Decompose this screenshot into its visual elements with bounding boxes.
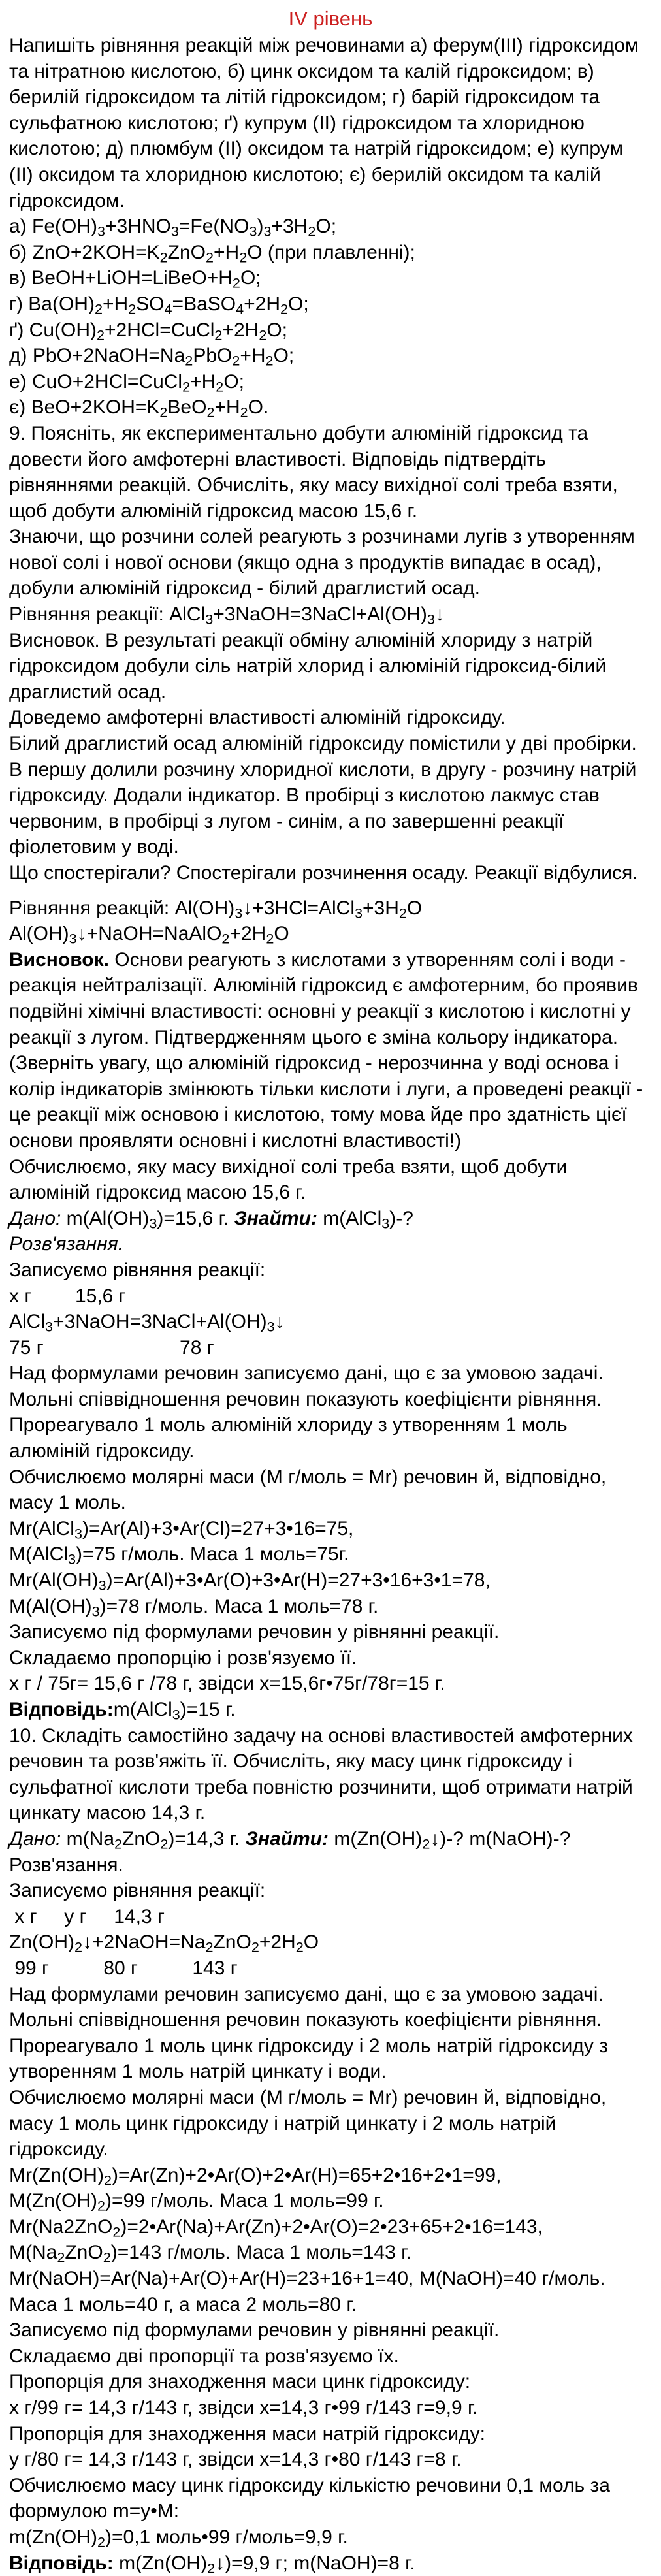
text-run: m(Zn(OH) [113,2552,208,2574]
subscript: 2 [308,223,316,240]
text-line [9,214,652,240]
text-run: Записуємо рівняння реакції: [9,1259,266,1281]
text-run: 10. Складіть самостійно задачу на основі властивостей амфотерних речовин та розв'яжіть її. Обчисліть, яку масу цинк гідроксиду і сульфатної кислоти треба повністю розчинити, щоб отримати натрій цинкату масою 14,3 г. [9,1724,633,1824]
text-line [9,2085,652,2163]
subscript: 2 [232,274,240,291]
text-line [9,731,652,860]
text-line [9,1541,652,1568]
subscript: 2 [74,1939,83,1956]
text-run: Над формулами речовин записуємо дані, що є за умовою задачі. Мольні співвідношення речовин показують коефіцієнти рівняння. Прореагувало 1 моль алюміній хлориду з утворенням 1 моль алюміній гідроксиду. [9,1362,604,1462]
text-run: =BaSO [172,293,236,315]
subscript: 2 [265,352,274,369]
text-line [9,421,652,524]
text-run: Дано: [9,1207,61,1229]
text-run: Mr(Na2ZnO [9,2215,113,2238]
subscript: 2 [240,404,248,421]
text-run: ) [257,216,264,238]
text-run: O (при плавленні); [247,241,415,263]
subscript: 2 [57,2249,65,2266]
text-run: O; [223,370,244,393]
text-run: +H [214,241,240,263]
text-run: х г / 75г= 15,6 г /78 г, звідси х=15,6г•75г/78г=15 г. [9,1673,445,1695]
text-run: 9. Поясніть, як експериментально добути алюміній гідроксид та довести його амфотерні властивості. Відповідь підтвердіть рівняннями реакцій. Обчисліть, яку масу вихідної солі треба взяти, щоб добути алюміній гідроксид масою 15,6 г. [9,422,618,522]
subscript: 3 [68,1551,76,1568]
subscript: 3 [69,930,77,947]
text-run: ↓ [274,1311,285,1333]
text-run: Записуємо рівняння реакції: [9,1880,266,1902]
text-run: ↓ [434,604,445,626]
text-run: Рівняння реакцій: Al(OH) [9,897,235,919]
text-run: AlCl [9,1311,46,1333]
subscript: 2 [160,1835,169,1852]
text-run: Висновок. В результаті реакції обміну алюміній хлориду з натрій гідроксидом добули сіль натрій хлорид і алюміній гідроксид-білий драглистий осад. [9,629,607,703]
text-run: O [274,923,289,945]
text-run: Записуємо під формулами речовин у рівнянні реакції. [9,2319,500,2342]
text-run: Mr(AlCl [9,1517,74,1539]
subscript: 3 [74,1525,82,1542]
text-run: Рівняння реакції: AlCl [9,604,206,626]
text-run: Розв'язання. [9,1854,123,1876]
text-run: Zn(OH) [9,1931,74,1954]
subscript: 2 [280,300,289,317]
text-line [9,1852,652,1878]
text-run: )=143 г/моль. Маса 1 моль=143 г. [110,2242,411,2264]
text-run: 75 г 78 г [9,1336,214,1359]
subscript: 3 [427,611,435,628]
subscript: 3 [172,1706,180,1723]
text-line [9,1335,652,1361]
text-run: Відповідь: [9,1699,114,1720]
subscript: 3 [381,1215,390,1232]
subscript: 2 [216,378,224,395]
text-line [9,1723,652,1826]
text-run: PbO [193,345,233,367]
text-run: ZnO [167,241,206,263]
text-line [9,1206,652,1232]
subscript: 2 [259,326,267,343]
text-line [9,2163,652,2189]
text-run: Обчислюємо молярні маси (M г/моль = Mr) речовин й, відповідно, масу 1 моль цинк гідроксиду і натрій цинкату і 2 моль натрій гідроксиду. [9,2086,607,2161]
text-run: )=Ar(Al)+3•Ar(Cl)=27+3•16=75, [82,1517,354,1539]
text-run: є) BeO+2KOH=K [9,396,160,419]
text-run: +2HCl=CuCl [105,319,215,341]
text-line [9,369,652,395]
text-run: Дано: [9,1827,61,1850]
text-line [9,2214,652,2240]
subscript: 2 [207,2559,216,2576]
subscript: 4 [164,300,172,317]
text-line [9,317,652,344]
text-run: +3H [363,897,399,919]
text-run: )=15 г. [180,1699,236,1720]
subscript: 3 [249,223,257,240]
subscript: 2 [103,2249,111,2266]
text-line [9,1516,652,1542]
text-run: m(AlCl [113,1699,172,1720]
subscript: 3 [234,904,243,921]
text-line [9,265,652,291]
subscript: 2 [239,249,248,266]
subscript: 2 [214,326,223,343]
subscript: 2 [221,930,230,947]
text-run: m(Zn(OH) [9,2526,97,2548]
text-run: ZnO [122,1827,161,1850]
text-run: г) Ba(OH) [9,293,95,315]
text-line [9,2188,652,2214]
text-run: Знайти: [245,1827,329,1850]
text-run: BeO [167,396,207,419]
text-run: M(Zn(OH) [9,2190,97,2212]
text-line [9,2317,652,2343]
text-line [9,628,652,705]
subscript: 4 [236,300,244,317]
text-run: O; [273,345,295,367]
text-run: )-? [389,1207,413,1229]
text-line [9,860,652,886]
subscript: 2 [205,249,214,266]
subscript: 3 [266,1318,275,1335]
text-run: +2H [229,923,266,945]
text-line [9,1568,652,1594]
text-run: O [303,1931,319,1954]
text-run: х г у г 14,3 г [9,1905,165,1927]
subscript: 2 [398,904,407,921]
text-line [9,1464,652,1516]
subscript: 2 [422,1835,430,1852]
text-line [9,1929,652,1956]
subscript: 2 [251,1939,259,1956]
subscript: 2 [182,378,191,395]
text-run: M(Na [9,2242,57,2264]
document-body [9,33,652,2576]
text-line [9,602,652,628]
text-run: Основи реагують з кислотами з утворенням солі і води - реакція нейтралізації. Алюміній гідроксид є амфотерним, бо проявив подвійні хімічні властивості: основні у реакції з кислотою і кислотні у реакції з лугом. Підтвердженням цього є зміна кольору індикатора. (Зверніть увагу, що алюміній гідроксид - нерозчинна у воді основа і колір індикаторів змінюють тільки кислоти і луги, а проведені реакції - це реакції між основою і кислотою, тому мова йде про здатність цієї основи проявляти основні і кислотні властивості!) [9,948,643,1151]
subscript: 2 [206,404,215,421]
subscript: 2 [205,1939,214,1956]
text-line [9,2395,652,2421]
text-run: Маса 1 моль=40 г, а маса 2 моль=80 г. [9,2293,357,2315]
text-run: Знайти: [234,1207,317,1229]
text-line [9,2292,652,2318]
text-run: Розв'язання. [9,1233,124,1255]
text-run: Напишіть рівняння реакцій між речовинами а) ферум(III) гідроксидом та нітратною кислотою, б) цинк оксидом та калій гідроксидом; в) берилій гідроксидом та літій гідроксидом; г) барій гідроксидом та сульфатною кислотою; ґ) купрум (II) гідроксидом та хлоридною кислотою; д) плюмбум (II) оксидом та натрій гідроксидом; е) купрум (II) оксидом та хлоридною кислотою; є) берилій оксидом та калій гідроксидом. [9,35,639,212]
text-line [9,291,652,317]
subscript: 2 [185,352,193,369]
subscript: 2 [97,2534,105,2551]
text-line [9,1231,652,1257]
text-line [9,2524,652,2551]
text-run: в) BeOH+LiOH=LiBeO+H [9,267,233,289]
text-line [9,1878,652,1904]
text-run: Відповідь: [9,2552,114,2574]
text-run: O [406,897,423,919]
text-run: ↓+2NaOH=Na [82,1931,206,1954]
text-run: Пропорція для знаходження маси цинк гідроксиду: [9,2371,471,2393]
text-run: е) CuO+2HCl=CuCl [9,370,183,393]
text-run: m(AlCl [317,1207,382,1229]
text-run: ↓+NaOH=NaAlO [76,923,222,945]
text-line [9,2473,652,2524]
text-line [9,2421,652,2447]
subscript: 2 [94,300,103,317]
text-run: Al(OH) [9,923,69,945]
text-run: ґ) Cu(OH) [9,319,97,341]
text-run: O; [288,293,309,315]
text-run: Доведемо амфотерні властивості алюміній гідроксиду. [9,707,506,729]
subscript: 2 [112,2223,121,2240]
text-run: +H [240,345,266,367]
subscript: 2 [295,1939,304,1956]
subscript: 2 [114,1835,123,1852]
text-run: Обчислюємо молярні маси (M г/моль = Mr) речовин й, відповідно, масу 1 моль. [9,1466,607,1514]
text-run: ↓)-? m(NaOH)-? [430,1827,571,1850]
text-line [9,1904,652,1930]
text-run: +3H [271,216,308,238]
text-line [9,2266,652,2292]
text-line [9,1283,652,1310]
text-run: Пропорція для знаходження маси натрій гідроксиду: [9,2423,485,2445]
subscript: 2 [232,352,240,369]
text-run: Обчислюємо, яку масу вихідної солі треба взяти, щоб добути алюміній гідроксид масою 15,6 г. [9,1155,568,1204]
subscript: 3 [91,1603,100,1620]
subscript: 2 [97,2197,105,2214]
text-run: +2H [259,1931,296,1954]
text-run: SO [136,293,165,315]
text-line [9,524,652,602]
text-run: m(Al(OH) [61,1207,150,1229]
text-line [9,921,652,947]
text-line [9,1154,652,1206]
subscript: 3 [98,1577,106,1594]
text-run: а) Fe(OH) [9,216,97,238]
text-run: +3NaOH=3NaCl+Al(OH) [53,1311,267,1333]
text-run: ↓)=9,9 г; m(NaOH)=8 г. [215,2552,415,2574]
text-run: =Fe(NO [178,216,250,238]
text-line [9,2369,652,2395]
subscript: 2 [159,404,168,421]
text-line [9,394,652,421]
text-run: )=14,3 г. [168,1827,246,1850]
text-line [9,1982,652,2085]
text-line [9,2343,652,2370]
text-line [9,33,652,214]
subscript: 3 [97,223,106,240]
text-run: Над формулами речовин записуємо дані, що є за умовою задачі. Мольні співвідношення речовин показують коефіцієнти рівняння. Прореагувало 1 моль цинк гідроксиду і 2 моль натрій гідроксиду з утворенням 1 моль натрій цинкату і води. [9,1983,608,2083]
text-line [9,1360,652,1464]
text-line [9,2447,652,2473]
text-run: Обчислюємо масу цинк гідроксиду кількістю речовини 0,1 моль за формулою m=y•M: [9,2474,610,2522]
text-run: )=78 г/моль. Маса 1 моль=78 г. [99,1595,379,1617]
text-run: O. [248,396,269,419]
text-run: O; [315,216,337,238]
text-line [9,705,652,731]
text-run: )=15,6 г. [157,1207,234,1229]
text-line [9,1257,652,1283]
text-run: +2H [244,293,280,315]
text-run: m(Zn(OH) [329,1827,423,1850]
text-run: M(AlCl [9,1543,68,1566]
text-run: m(Na [61,1827,115,1850]
text-run: 99 г 80 г 143 г [9,1957,238,1979]
text-run: Mr(NaOH)=Ar(Na)+Ar(O)+Ar(H)=23+16+1=40, M(NaOH)=40 г/моль. [9,2268,605,2290]
text-line [9,2240,652,2266]
subscript: 3 [355,904,363,921]
text-line [9,895,652,922]
subscript: 2 [97,326,105,343]
text-line [9,1309,652,1335]
text-run: Білий драглистий осад алюміній гідроксиду помістили у дві пробірки. В першу долили розчину хлоридної кислоти, в другу - розчину натрій гідроксиду. Додали індикатор. В пробірці з кислотою лакмус став червоним, в пробірці з лугом - синім, а по завершенні реакції фіолетовим у воді. [9,733,637,858]
subscript: 3 [205,611,214,628]
subscript: 3 [45,1318,54,1335]
text-run: Складаємо пропорцію і розв'язуємо її. [9,1647,357,1669]
text-run: Знаючи, що розчини солей реагують з розчинами лугів з утворенням нової солі і нової основи (якщо одна з продуктів випадає в осад), добули алюміній гідроксид - білий драглистий осад. [9,526,635,600]
text-line [9,1671,652,1697]
text-run: Mr(Zn(OH) [9,2164,104,2186]
subscript: 3 [149,1215,157,1232]
text-line [9,947,652,1154]
text-line [9,1697,652,1723]
text-line [9,1594,652,1620]
text-run: )=99 г/моль. Маса 1 моль=99 г. [105,2190,384,2212]
text-run: +H [102,293,129,315]
text-run: )=Ar(Zn)+2•Ar(O)+2•Ar(H)=65+2•16+2•1=99, [111,2164,502,2186]
text-run: Записуємо під формулами речовин у рівнянні реакції. [9,1621,500,1643]
text-run: +H [214,396,240,419]
text-line [9,1619,652,1645]
text-run: Що спостерігали? Спостерігали розчинення осаду. Реакції відбулися. [9,862,638,884]
text-run: +H [190,370,216,393]
text-run: )=75 г/моль. Маса 1 моль=75г. [76,1543,349,1566]
text-run: M(Al(OH) [9,1595,92,1617]
subscript: 3 [170,223,179,240]
text-line [9,1645,652,1671]
text-line [9,240,652,266]
text-run: Висновок. [9,948,109,971]
text-run: д) PbO+2NaOH=Na [9,345,185,367]
text-run: )=2•Ar(Na)+Ar(Zn)+2•Ar(O)=2•23+65+2•16=143, [120,2215,543,2238]
text-run: б) ZnO+2KOH=K [9,241,160,263]
text-run: +3NaOH=3NaCl+Al(OH) [213,604,427,626]
text-line [9,343,652,369]
text-run: Mr(Al(OH) [9,1570,99,1592]
text-run: O; [266,319,287,341]
subscript: 2 [266,930,274,947]
text-run: ZnO [213,1931,251,1954]
text-line [9,1826,652,1852]
text-run: у г/80 г= 14,3 г/143 г, звідси х=14,3 г•80 г/143 г=8 г. [9,2449,462,2471]
text-run: )=0,1 моль•99 г/моль=9,9 г. [105,2526,348,2548]
text-run: +3HNO [105,216,171,238]
subscript: 2 [103,2172,112,2189]
level-title: IV рівень [288,7,373,30]
text-run: O; [240,267,261,289]
text-run: )=Ar(Al)+3•Ar(O)+3•Ar(H)=27+3•16+3•1=78, [106,1570,491,1592]
subscript: 3 [263,223,272,240]
text-run: +2H [222,319,259,341]
text-run: х г/99 г= 14,3 г/143 г, звідси х=14,3 г•99 г/143 г=9,9 г. [9,2397,478,2419]
text-line [9,2551,652,2576]
subscript: 2 [128,300,137,317]
subscript: 2 [159,249,168,266]
text-run: ZnO [65,2242,103,2264]
text-run: х г 15,6 г [9,1285,126,1307]
text-line [9,1956,652,1982]
text-run: Складаємо дві пропорції та розв'язуємо їх. [9,2345,399,2367]
text-run: ↓+3HCl=AlCl [242,897,355,919]
